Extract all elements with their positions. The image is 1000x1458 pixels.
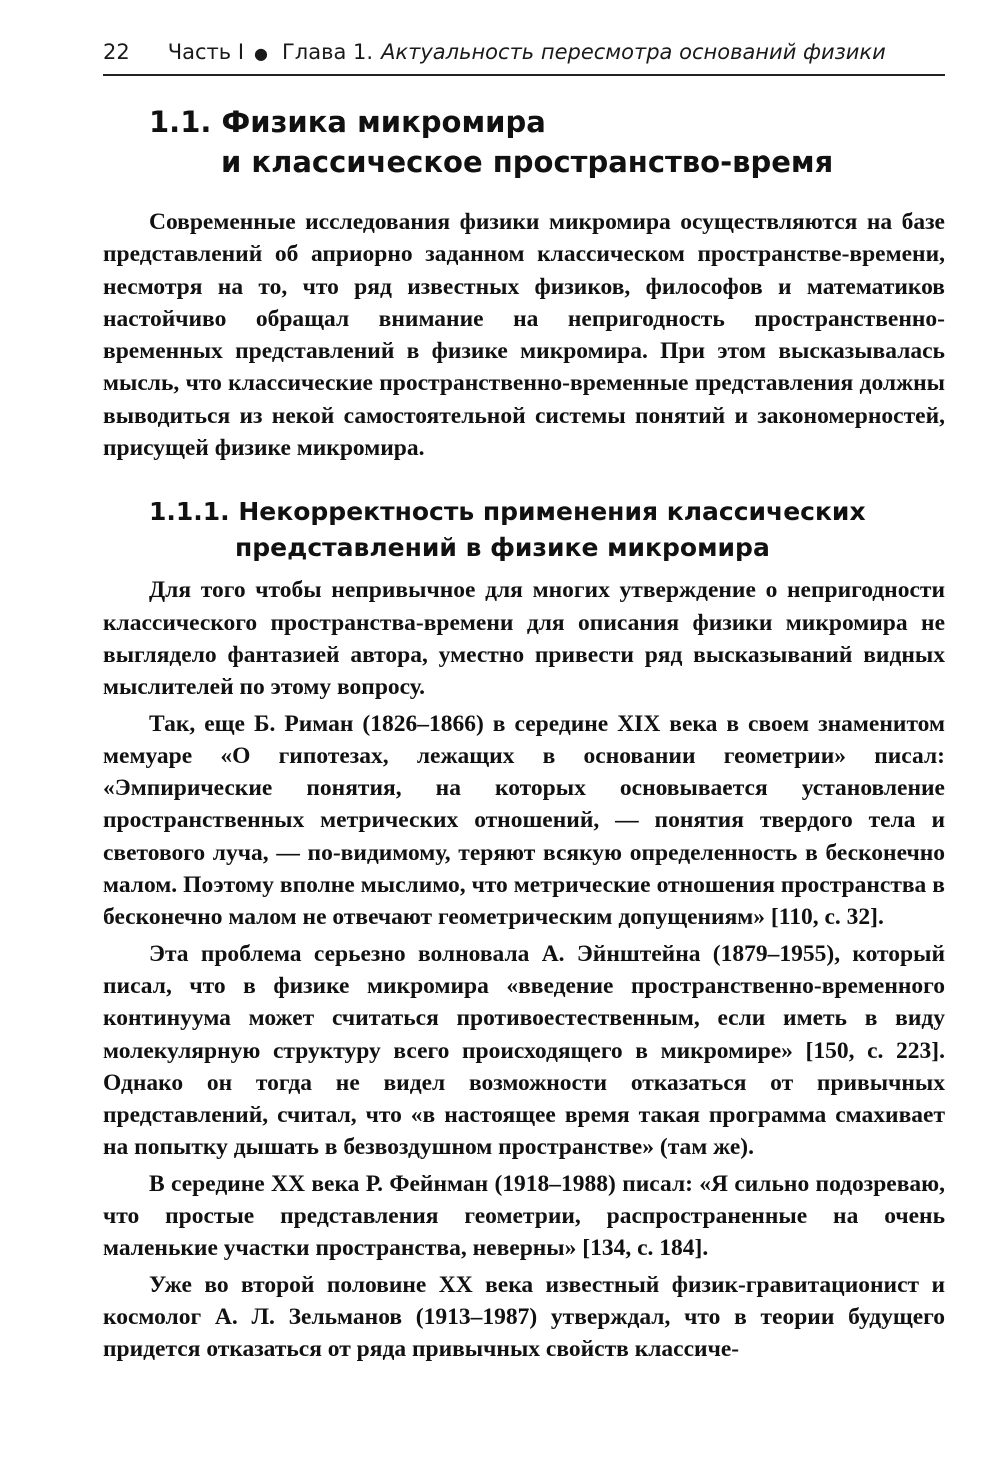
paragraph-einstein: Эта проблема серьезно волновала А. Эйнштейна (1879–1955), который писал, что в физике микромира «введение пространственно-временного континуума может считаться противоестественным, если иметь в виду молекулярную структуру всего происходящего в микромире» [150, с. 223]. Однако он тогда не видел возможности отказаться от привычных представлений, считал, что «в настоящее время такая программа смахивает на попытку дышать в безвоздушном пространстве» (там же). (103, 940, 945, 1161)
paragraph-zelmanov: Уже во второй половине XX века известный физик-гравитационист и космолог А. Л. Зельманов (1913–1987) утверждал, что в теории будущего придется отказаться от ряда привычных свойств классиче- (103, 1271, 945, 1363)
section-intro-paragraph: Современные исследования физики микромира осуществляются на базе представлений об априорно заданном классическом пространстве-времени, несмотря на то, что ряд известных физиков, философов и математиков настойчиво обращал внимание на непригодность пространственно-временных представлений в физике микромира. При этом высказывалась мысль, что классические пространственно-временные представления должны выводиться из некой самостоятельной системы понятий и закономерностей, присущей физике микромира. (103, 209, 945, 462)
paragraph-riemann-intro: Для того чтобы непривычное для многих утверждение о непригодности классического пространства-времени для описания физики микромира не выглядело фантазией автора, уместно привести ряд высказываний видных мыслителей по этому вопросу. (103, 577, 945, 701)
page-number: 22 (103, 40, 130, 64)
subsection-title (149, 494, 945, 566)
paragraph-riemann: Так, еще Б. Риман (1826–1866) в середине XIX века в своем знаменитом мемуаре «О гипотезах, лежащих в основании геометрии» писал: «Эмпирические понятия, на которых основывается установление пространственных метрических отношений, — понятия твердого тела и светового луча, — по-видимому, теряют всякую определенность в бесконечно малом. Поэтому вполне мыслимо, что метрические отношения пространства в бесконечно малом не отвечают геометрическим допущениям» [110, с. 32]. (103, 710, 945, 931)
chapter-title: Актуальность пересмотра оснований физики (381, 40, 886, 64)
paragraph-feynman: В середине XX века Р. Фейнман (1918–1988) писал: «Я сильно подозреваю, что простые представления геометрии, распространенные на очень маленькие участки пространства, неверны» [134, с. 184]. (103, 1170, 945, 1262)
running-head (103, 40, 945, 76)
part-label: Часть I (167, 40, 245, 64)
bullet-icon: ● (254, 44, 268, 63)
section-title (149, 102, 945, 182)
section-title-line2: и классическое пространство-время (221, 145, 834, 179)
subsection-title-line1: 1.1.1. Некорректность применения классических (149, 497, 866, 527)
chapter-label: Глава 1. (282, 40, 374, 64)
section-title-line1: 1.1. Физика микромира (149, 105, 546, 139)
subsection-title-line2: представлений в физике микромира (235, 533, 770, 563)
